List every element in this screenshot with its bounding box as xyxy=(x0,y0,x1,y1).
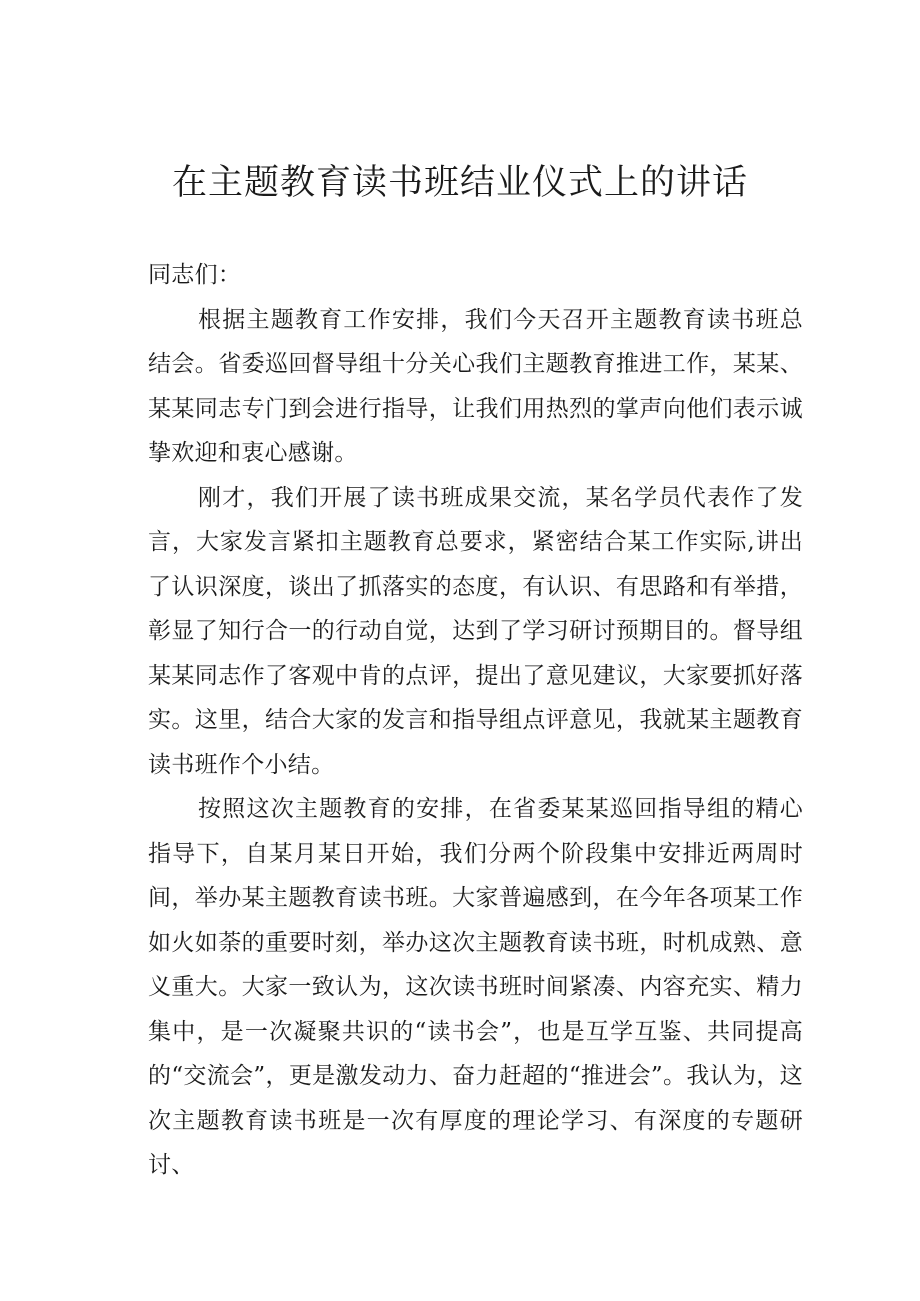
salutation: 同志们： xyxy=(148,262,242,288)
document-title: 在主题教育读书班结业仪式上的讲话 xyxy=(171,163,748,203)
document-body xyxy=(148,253,803,1188)
paragraph-1: 根据主题教育工作安排，我们今天召开主题教育读书班总结会。省委巡回督导组十分关心我们主题教育推进工作，某某、某某同志专门到会进行指导，让我们用热烈的掌声向他们表示诚挚欢迎和衷心感谢。 xyxy=(148,306,803,466)
paragraph-2: 刚才，我们开展了读书班成果交流，某名学员代表作了发言，大家发言紧扣主题教育总要求，紧密结合某工作实际,讲出了认识深度，谈出了抓落实的态度，有认识、有思路和有举措，彰显了知行合一的行动自觉，达到了学习研讨预期目的。督导组某某同志作了客观中肯的点评，提出了意见建议，大家要抓好落实。这里，结合大家的发言和指导组点评意见，我就某主题教育读书班作个小结。 xyxy=(148,484,803,778)
paragraph-3: 按照这次主题教育的安排，在省委某某巡回指导组的精心指导下，自某月某日开始，我们分两个阶段集中安排近两周时间，举办某主题教育读书班。大家普遍感到，在今年各项某工作如火如荼的重要时刻，举办这次主题教育读书班，时机成熟、意义重大。大家一致认为，这次读书班时间紧凑、内容充实、精力集中，是一次凝聚共识的“读书会”，也是互学互鉴、共同提高的“交流会”，更是激发动力、奋力赶超的“推进会”。我认为，这次主题教育读书班是一次有厚度的理论学习、有深度的专题研讨、 xyxy=(148,796,803,1178)
